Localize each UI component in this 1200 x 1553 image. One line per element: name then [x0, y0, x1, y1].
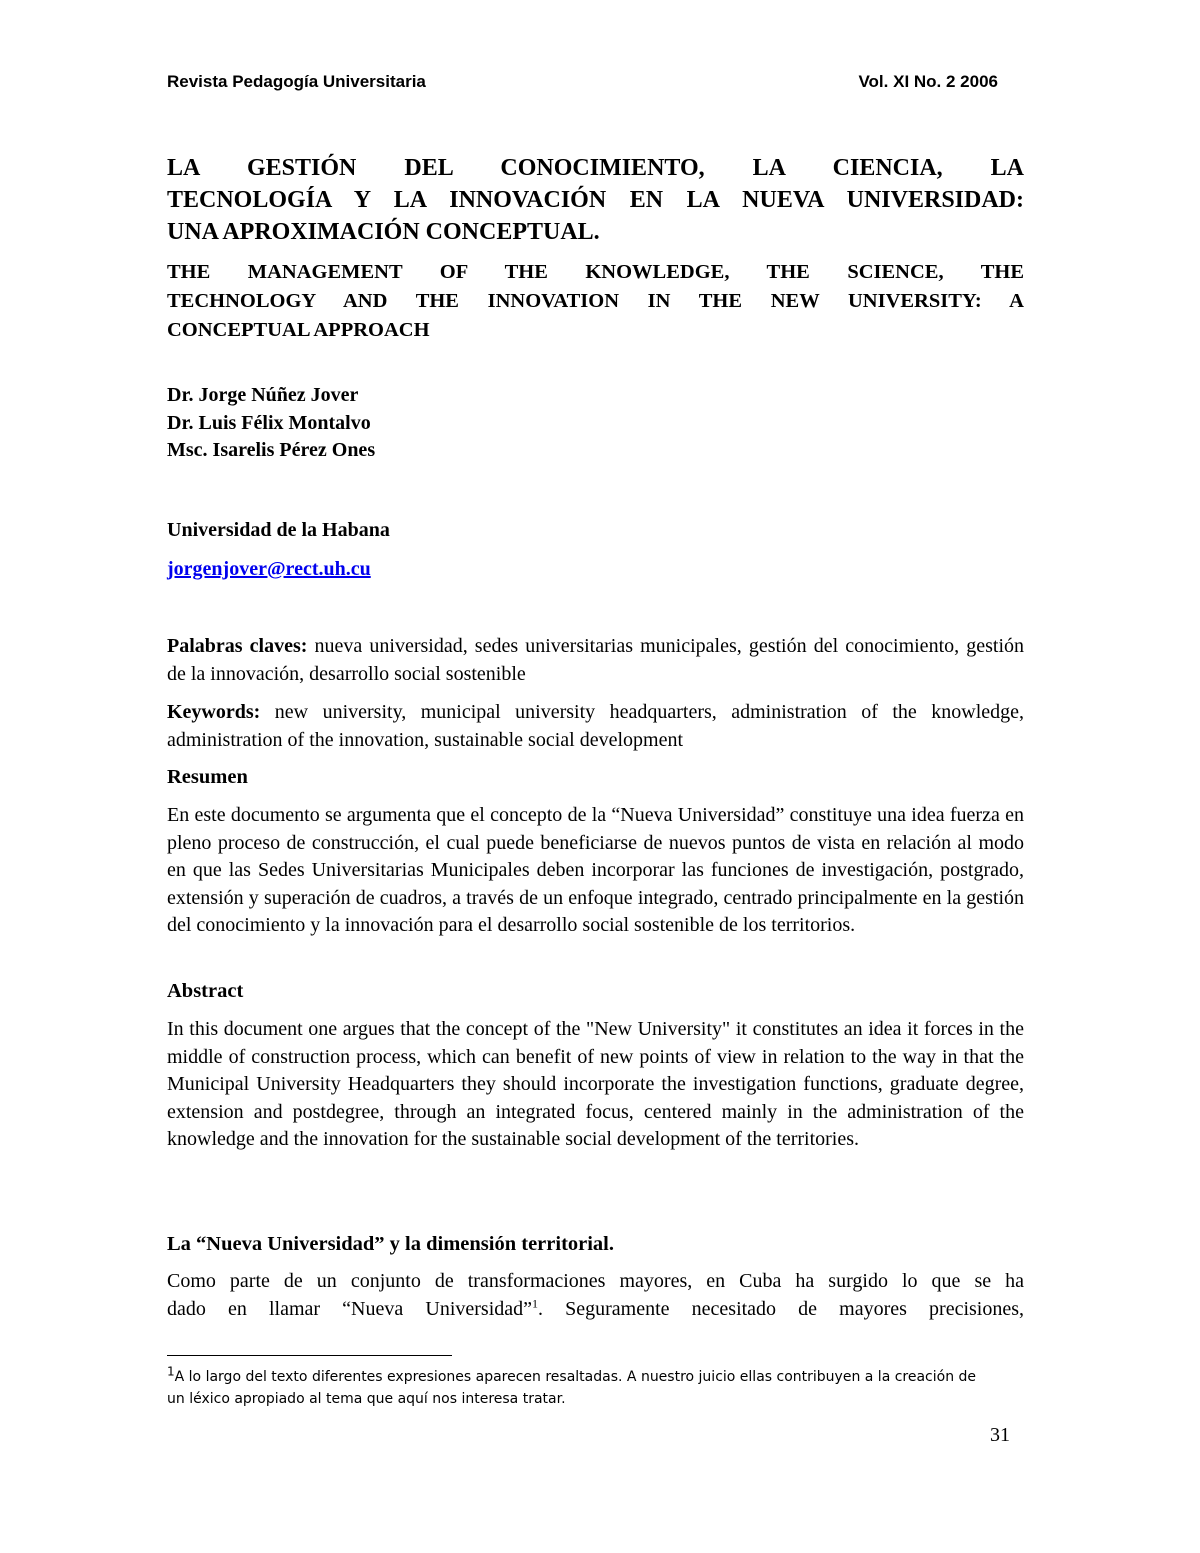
author-name: Msc. Isarelis Pérez Ones — [167, 439, 376, 461]
resumen-heading: Resumen — [167, 766, 248, 788]
footnote-number: 1 — [167, 1364, 175, 1379]
footnote-divider — [167, 1355, 452, 1356]
title-spanish — [167, 152, 1024, 248]
title-es-line: UNA APROXIMACIÓN CONCEPTUAL. — [167, 219, 600, 245]
footnote — [167, 1366, 977, 1410]
palabras-claves — [167, 633, 1024, 688]
title-es-line: LA GESTIÓN DEL CONOCIMIENTO, LA CIENCIA, LA — [167, 155, 1024, 181]
section-line — [167, 1296, 1024, 1324]
page-number: 31 — [990, 1424, 1010, 1446]
keywords — [167, 699, 1024, 754]
section-line: Como parte de un conjunto de transformaciones mayores, en Cuba ha surgido lo que se ha — [167, 1270, 1024, 1292]
abstract-text: In this document one argues that the concept of the "New University" it constitutes an idea it forces in the middle of construction process, which can benefit of new points of view in relation to the way in that the Municipal University Headquarters they should incorporate the investigation functions, graduate degree, extension and postdegree, through an integrated focus, centered mainly in the administration of the knowledge and the innovation for the sustainable social development of the territories. — [167, 1018, 1024, 1150]
section-text: dado en llamar “Nueva Universidad” — [167, 1297, 533, 1320]
journal-name: Revista Pedagogía Universitaria — [167, 72, 426, 91]
abstract-heading: Abstract — [167, 980, 244, 1002]
title-en-line: THE MANAGEMENT OF THE KNOWLEDGE, THE SCIENCE, THE — [167, 261, 1024, 283]
title-en-line: TECHNOLOGY AND THE INNOVATION IN THE NEW UNIVERSITY: A — [167, 290, 1024, 312]
title-es-line: TECNOLOGÍA Y LA INNOVACIÓN EN LA NUEVA UNIVERSIDAD: — [167, 187, 1024, 213]
section-heading: La “Nueva Universidad” y la dimensión territorial. — [167, 1233, 615, 1255]
keywords-text: new university, municipal university headquarters, administration of the knowledge, administration of the innovation, sustainable social development — [167, 701, 1024, 751]
footnote-text: A lo largo del texto diferentes expresiones aparecen resaltadas. A nuestro juicio ellas contribuyen a la creación de un léxico apropiado al tema que aquí nos interesa tratar. — [167, 1369, 977, 1407]
footnote-reference[interactable]: 1 — [532, 1295, 539, 1310]
section-text: . Seguramente necesitado de mayores precisiones, — [538, 1297, 1024, 1320]
keywords-label: Keywords: — [167, 701, 261, 723]
email-link[interactable]: jorgenjover@rect.uh.cu — [167, 558, 371, 580]
palabras-claves-text: nueva universidad, sedes universitarias municipales, gestión del conocimiento, gestión de la innovación, desarrollo social sostenible — [167, 635, 1025, 685]
author-name: Dr. Jorge Núñez Jover — [167, 384, 359, 406]
author-name: Dr. Luis Félix Montalvo — [167, 411, 371, 434]
resumen-text: En este documento se argumenta que el concepto de la “Nueva Universidad” constituye una idea fuerza en pleno proceso de construcción, el cual puede beneficiarse de nuevos puntos de vista en relación al modo en que las Sedes Universitarias Municipales deben incorporar las funciones de investigación, postgrado, extensión y superación de cuadros, a través de un enfoque integrado, centrado principalmente en la gestión del conocimiento y la innovación para el desarrollo social sostenible de los territorios. — [167, 804, 1024, 936]
title-en-line: CONCEPTUAL APPROACH — [167, 319, 430, 341]
affiliation: Universidad de la Habana — [167, 519, 390, 541]
title-english — [167, 258, 1024, 345]
palabras-claves-label: Palabras claves: — [167, 635, 308, 657]
issue-info: Vol. XI No. 2 2006 — [858, 72, 998, 91]
section-paragraph — [167, 1268, 1024, 1323]
author-list — [167, 382, 1024, 465]
